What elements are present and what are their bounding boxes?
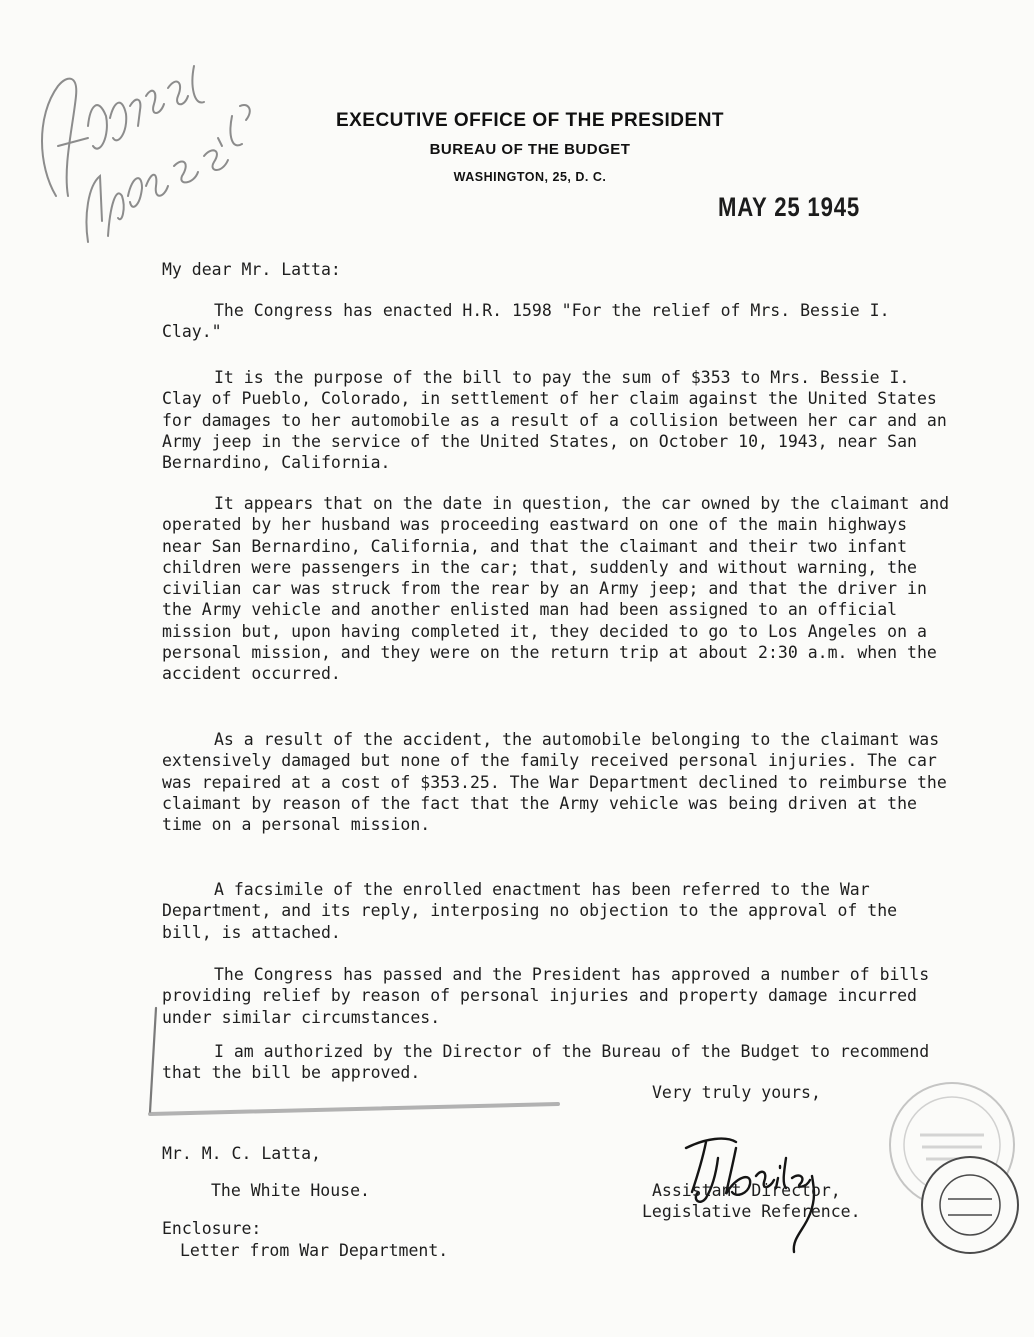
pencil-margin-mark <box>148 1000 568 1120</box>
recipient-address: The White House. <box>211 1181 370 1200</box>
salutation: My dear Mr. Latta: <box>162 260 341 279</box>
recipient-name: Mr. M. C. Latta, <box>162 1144 321 1163</box>
paragraph-damages: As a result of the accident, the automobile belonging to the claimant was extensively damaged but none of the family received personal injuries. The car was repaired at a cost of $353.25. The War Department declined to reimburse the claimant by reason of the fact that the Army vehicle was being driven at the time on a personal mission. <box>162 730 947 835</box>
paragraph-bill-enacted: The Congress has enacted H.R. 1598 "For the relief of Mrs. Bessie I. Clay." <box>162 301 890 342</box>
paragraph-war-department-reply: A facsimile of the enrolled enactment has been referred to the War Department, and its reply, interposing no objection to the approval of the bill, is attached. <box>162 880 898 942</box>
letterhead-city: WASHINGTON, 25, D. C. <box>453 170 607 184</box>
truman-library-stamp <box>860 1075 1030 1265</box>
letterhead-bureau: BUREAU OF THE BUDGET <box>429 141 631 158</box>
paragraph-precedent: The Congress has passed and the President has approved a number of bills providing relief by reason of personal injuries and property damage incurred under similar circumstances. <box>162 965 930 1027</box>
signatory-title-line2: Legislative Reference. <box>642 1202 861 1221</box>
enclosure-label: Enclosure: <box>162 1219 262 1238</box>
closing: Very truly yours, <box>652 1083 821 1102</box>
paragraph-accident-facts: It appears that on the date in question, the car owned by the claimant and operated by her husband was proceeding eastward on one of the main highways near San Bernardino, California, and that the claimant and their two infant children were passengers in the car; that, suddenly and without warning, the civilian car was struck from the rear by an Army jeep; and that the driver in the Army vehicle and another enlisted man had been assigned to an official mission but, upon having completed it, they decided to go to Los Angeles on a personal mission, and they were on the return trip at about 2:30 a.m. when the accident occurred. <box>162 494 950 684</box>
handwritten-approval-note <box>18 46 258 256</box>
signatory-title-line1: Assistant Director, <box>652 1181 841 1200</box>
date-stamp: MAY 25 1945 <box>718 192 860 222</box>
enclosure-item: Letter from War Department. <box>180 1241 449 1260</box>
letterhead-office: EXECUTIVE OFFICE OF THE PRESIDENT <box>335 110 725 131</box>
paragraph-recommendation: I am authorized by the Director of the Bureau of the Budget to recommend that the bill be approved. <box>162 1042 930 1083</box>
paragraph-bill-purpose: It is the purpose of the bill to pay the sum of $353 to Mrs. Bessie I. Clay of Pueblo, Colorado, in settlement of her claim against the United States for damages to her automobile as a result of a collision between her car and an Army jeep in the service of the United States, on October 10, 1943, near San Bernardino, California. <box>162 368 947 473</box>
